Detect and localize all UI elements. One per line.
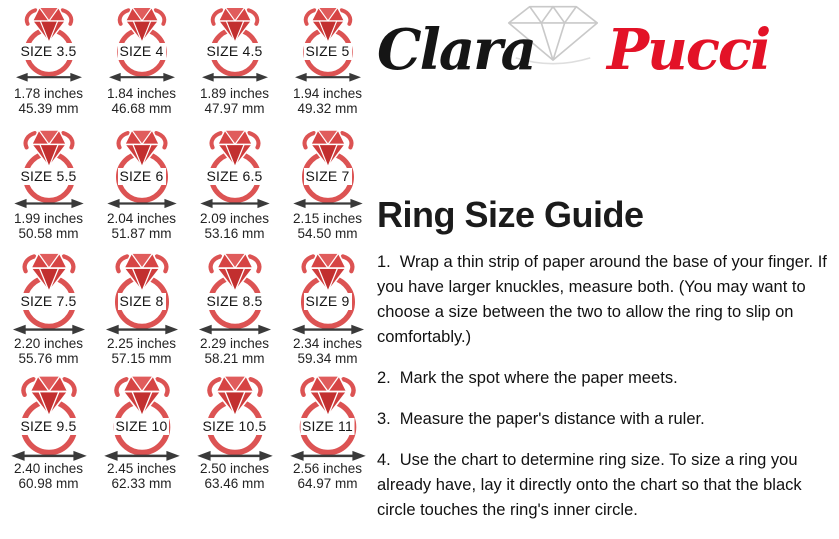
ring-size-label: SIZE 10 xyxy=(115,418,168,434)
ring-diagram-icon xyxy=(185,369,285,462)
ring-size-label: SIZE 5.5 xyxy=(20,168,77,184)
ring-size-cell xyxy=(281,250,374,375)
ring-size-cell xyxy=(281,125,374,250)
ring-size-label: SIZE 5 xyxy=(305,43,350,59)
ring-measurements xyxy=(281,212,374,241)
measurement-mm: 45.39 mm xyxy=(18,100,79,116)
instruction-steps xyxy=(377,250,833,539)
brand-name-clara: Clara xyxy=(377,17,535,83)
ring-size-label: SIZE 6 xyxy=(119,168,164,184)
measurement-inches: 2.34 inches xyxy=(292,336,363,351)
measurement-inches: 2.09 inches xyxy=(199,211,270,226)
step-2 xyxy=(377,366,833,391)
ring-size-cell xyxy=(2,0,95,125)
ring-measurements xyxy=(281,87,374,116)
ring-size-cell xyxy=(95,250,188,375)
measurement-mm: 62.33 mm xyxy=(111,475,172,491)
step-number: 2. xyxy=(377,369,391,387)
guide-panel xyxy=(375,0,839,519)
measurement-inches: 2.15 inches xyxy=(292,211,363,226)
measurement-mm: 46.68 mm xyxy=(111,100,172,116)
measurement-inches: 2.50 inches xyxy=(199,461,270,476)
ring-size-label: SIZE 7.5 xyxy=(20,293,77,309)
ring-size-cell xyxy=(281,0,374,125)
step-text: Wrap a thin strip of paper around the base of your finger. If you have larger knuckles, measure both. (You may want to choose a size between the two to allow the ring to slip on comfortably.) xyxy=(377,253,827,346)
ring-measurements xyxy=(95,337,188,366)
measurement-inches: 2.40 inches xyxy=(13,461,84,476)
measurement-inches: 1.99 inches xyxy=(13,211,84,226)
ring-size-label: SIZE 7 xyxy=(305,168,350,184)
measurement-inches: 1.84 inches xyxy=(106,86,177,101)
ring-diagram-icon xyxy=(3,124,95,210)
measurement-mm: 55.76 mm xyxy=(18,350,79,366)
ring-measurements xyxy=(188,462,281,491)
ring-size-label: SIZE 4 xyxy=(119,43,164,59)
ring-measurements xyxy=(188,87,281,116)
ring-diagram-icon xyxy=(280,247,375,336)
ring-size-cell xyxy=(95,0,188,125)
ring-size-cell xyxy=(95,375,188,500)
chart-row xyxy=(2,375,374,500)
measurement-mm: 57.15 mm xyxy=(111,350,172,366)
ring-measurements xyxy=(2,462,95,491)
ring-size-label: SIZE 11 xyxy=(302,418,353,434)
ring-size-label: SIZE 9 xyxy=(305,293,350,309)
chart-row xyxy=(2,125,374,250)
measurement-inches: 2.56 inches xyxy=(292,461,363,476)
measurement-mm: 54.50 mm xyxy=(297,225,358,241)
measurement-mm: 50.58 mm xyxy=(18,225,79,241)
ring-measurements xyxy=(2,87,95,116)
ring-measurements xyxy=(281,337,374,366)
brand-logo xyxy=(375,0,839,108)
ring-measurements xyxy=(95,462,188,491)
ring-size-label: SIZE 8.5 xyxy=(206,293,263,309)
ring-diagram-icon xyxy=(278,369,378,462)
ring-size-cell xyxy=(2,250,95,375)
ring-diagram-icon xyxy=(96,124,188,210)
measurement-mm: 59.34 mm xyxy=(297,350,358,366)
page-title: Ring Size Guide xyxy=(377,194,644,235)
measurement-mm: 51.87 mm xyxy=(111,225,172,241)
measurement-mm: 58.21 mm xyxy=(204,350,265,366)
ring-measurements xyxy=(95,212,188,241)
measurement-inches: 2.20 inches xyxy=(13,336,84,351)
measurement-mm: 53.16 mm xyxy=(204,225,265,241)
step-3 xyxy=(377,407,833,432)
ring-diagram-icon xyxy=(94,247,189,336)
ring-size-cell xyxy=(95,125,188,250)
ring-diagram-icon xyxy=(282,124,374,210)
measurement-inches: 1.94 inches xyxy=(292,86,363,101)
ring-size-cell xyxy=(188,125,281,250)
measurement-inches: 1.89 inches xyxy=(199,86,270,101)
measurement-mm: 64.97 mm xyxy=(297,475,358,491)
measurement-inches: 2.29 inches xyxy=(199,336,270,351)
step-number: 1. xyxy=(377,253,391,271)
ring-measurements xyxy=(95,87,188,116)
chart-row xyxy=(2,0,374,125)
ring-size-label: SIZE 4.5 xyxy=(206,43,263,59)
measurement-mm: 49.32 mm xyxy=(297,100,358,116)
ring-measurements xyxy=(2,337,95,366)
measurement-inches: 2.45 inches xyxy=(106,461,177,476)
measurement-inches: 2.25 inches xyxy=(106,336,177,351)
ring-size-cell xyxy=(281,375,374,500)
step-1 xyxy=(377,250,833,350)
step-text: Use the chart to determine ring size. To size a ring you already have, lay it directly onto the chart so that the black circle touches the ring's inner circle. xyxy=(377,451,802,519)
measurement-mm: 63.46 mm xyxy=(204,475,265,491)
ring-size-label: SIZE 9.5 xyxy=(20,418,77,434)
step-4 xyxy=(377,448,833,523)
ring-size-label: SIZE 10.5 xyxy=(202,418,267,434)
brand-name-pucci: Pucci xyxy=(607,17,770,83)
step-text: Measure the paper's distance with a ruler. xyxy=(399,410,705,428)
ring-size-label: SIZE 6.5 xyxy=(206,168,263,184)
ring-diagram-icon xyxy=(187,247,282,336)
measurement-mm: 47.97 mm xyxy=(204,100,265,116)
chart-row xyxy=(2,250,374,375)
ring-diagram-icon xyxy=(92,369,192,462)
ring-size-cell xyxy=(188,375,281,500)
ring-diagram-icon xyxy=(0,369,98,462)
ring-size-label: SIZE 3.5 xyxy=(20,43,77,59)
ring-size-chart xyxy=(0,0,374,501)
ring-measurements xyxy=(188,212,281,241)
ring-size-cell xyxy=(188,250,281,375)
ring-size-cell xyxy=(2,375,95,500)
ring-size-label: SIZE 8 xyxy=(119,293,164,309)
measurement-mm: 60.98 mm xyxy=(18,475,79,491)
measurement-inches: 1.78 inches xyxy=(13,86,84,101)
ring-measurements xyxy=(188,337,281,366)
step-text: Mark the spot where the paper meets. xyxy=(399,369,678,387)
ring-measurements xyxy=(281,462,374,491)
step-number: 4. xyxy=(377,451,391,469)
ring-diagram-icon xyxy=(1,247,96,336)
ring-size-cell xyxy=(188,0,281,125)
ring-diagram-icon xyxy=(189,124,281,210)
measurement-inches: 2.04 inches xyxy=(106,211,177,226)
step-number: 3. xyxy=(377,410,391,428)
ring-measurements xyxy=(2,212,95,241)
ring-size-cell xyxy=(2,125,95,250)
